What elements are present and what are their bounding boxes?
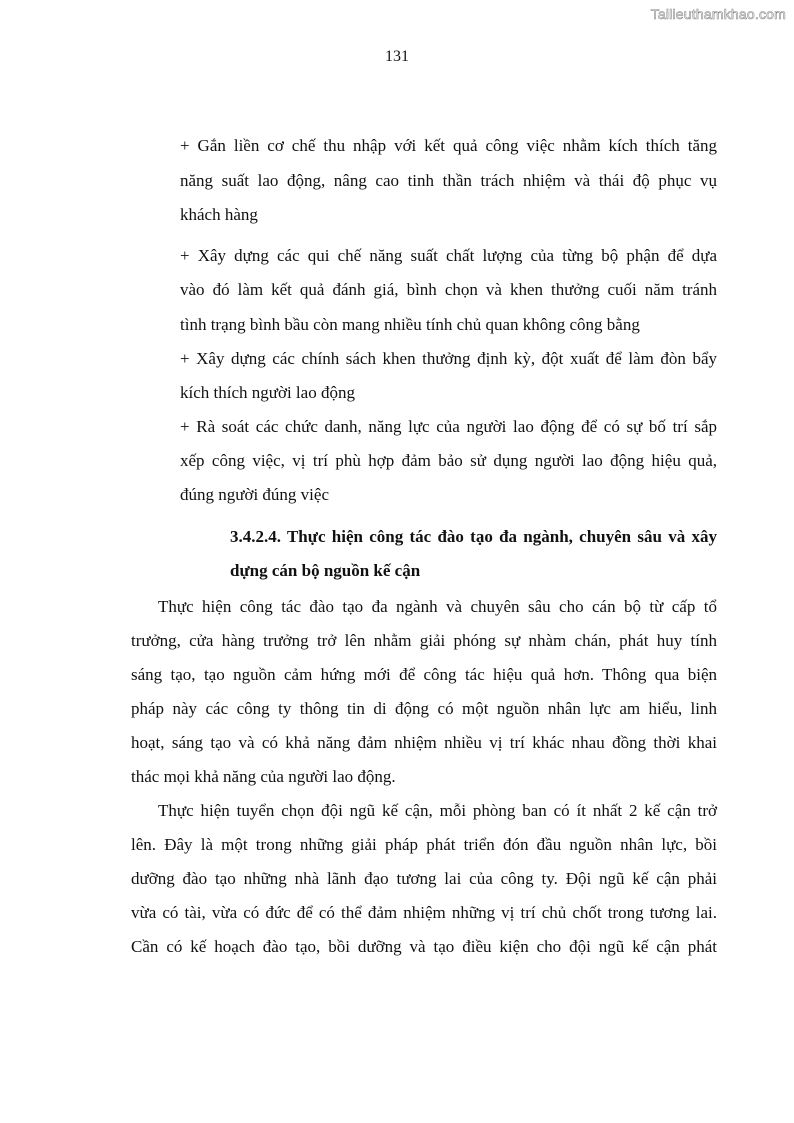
bullet-1-line-1: + Gắn liền cơ chế thu nhập với kết quả công việc nhằm kích thích tăng bbox=[180, 136, 717, 155]
section-heading-line-2: dựng cán bộ nguồn kế cận bbox=[230, 561, 421, 580]
paragraph-1-line-6: thác mọi khả năng của người lao động. bbox=[131, 767, 396, 786]
bullet-2-line-3: tình trạng bình bầu còn mang nhiều tính chủ quan không công bằng bbox=[180, 315, 640, 334]
watermark: Tailieuthamkhao.com bbox=[650, 6, 786, 22]
paragraph-2-line-2: lên. Đây là một trong những giải pháp phát triển đón đầu nguồn nhân lực, bồi bbox=[131, 835, 717, 854]
bullet-4-line-1: + Rà soát các chức danh, năng lực của người lao động để có sự bố trí sắp bbox=[180, 417, 717, 436]
paragraph-1-line-4: pháp này các công ty thông tin di động có một nguồn nhân lực am hiểu, linh bbox=[131, 699, 717, 718]
paragraph-2-line-4: vừa có tài, vừa có đức để có thể đảm nhiệm những vị trí chủ chốt trong tương lai. bbox=[131, 903, 717, 922]
section-heading-line-1: 3.4.2.4. Thực hiện công tác đào tạo đa ngành, chuyên sâu và xây bbox=[230, 527, 717, 546]
bullet-1-line-3: khách hàng bbox=[180, 205, 258, 224]
paragraph-1-line-1: Thực hiện công tác đào tạo đa ngành và chuyên sâu cho cán bộ từ cấp tổ bbox=[158, 597, 717, 616]
paragraph-2-line-3: dưỡng đào tạo những nhà lãnh đạo tương lai của công ty. Đội ngũ kế cận phải bbox=[131, 869, 717, 888]
page-number: 131 bbox=[385, 48, 409, 65]
bullet-1-line-2: năng suất lao động, nâng cao tinh thần trách nhiệm và thái độ phục vụ bbox=[180, 171, 717, 190]
bullet-4-line-3: đúng người đúng việc bbox=[180, 485, 329, 504]
bullet-2-line-2: vào đó làm kết quả đánh giá, bình chọn và khen thưởng cuối năm tránh bbox=[180, 280, 717, 299]
bullet-2-line-1: + Xây dựng các qui chế năng suất chất lượng của từng bộ phận để dựa bbox=[180, 246, 717, 265]
bullet-4-line-2: xếp công việc, vị trí phù hợp đảm bảo sử dụng người lao động hiệu quả, bbox=[180, 451, 717, 470]
paragraph-2-line-5: Cần có kế hoạch đào tạo, bồi dưỡng và tạo điều kiện cho đội ngũ kế cận phát bbox=[131, 937, 717, 956]
paragraph-1-line-3: sáng tạo, tạo nguồn cảm hứng mới để công tác hiệu quả hơn. Thông qua biện bbox=[131, 665, 717, 684]
paragraph-2-line-1: Thực hiện tuyển chọn đội ngũ kế cận, mỗi phòng ban có ít nhất 2 kế cận trở bbox=[158, 801, 717, 820]
paragraph-1-line-2: trưởng, cửa hàng trưởng trở lên nhằm giải phóng sự nhàm chán, phát huy tính bbox=[131, 631, 717, 650]
bullet-3-line-1: + Xây dựng các chính sách khen thưởng định kỳ, đột xuất để làm đòn bẩy bbox=[180, 349, 717, 368]
paragraph-1-line-5: hoạt, sáng tạo và có khả năng đảm nhiệm nhiều vị trí khác nhau đồng thời khai bbox=[131, 733, 717, 752]
bullet-3-line-2: kích thích người lao động bbox=[180, 383, 355, 402]
